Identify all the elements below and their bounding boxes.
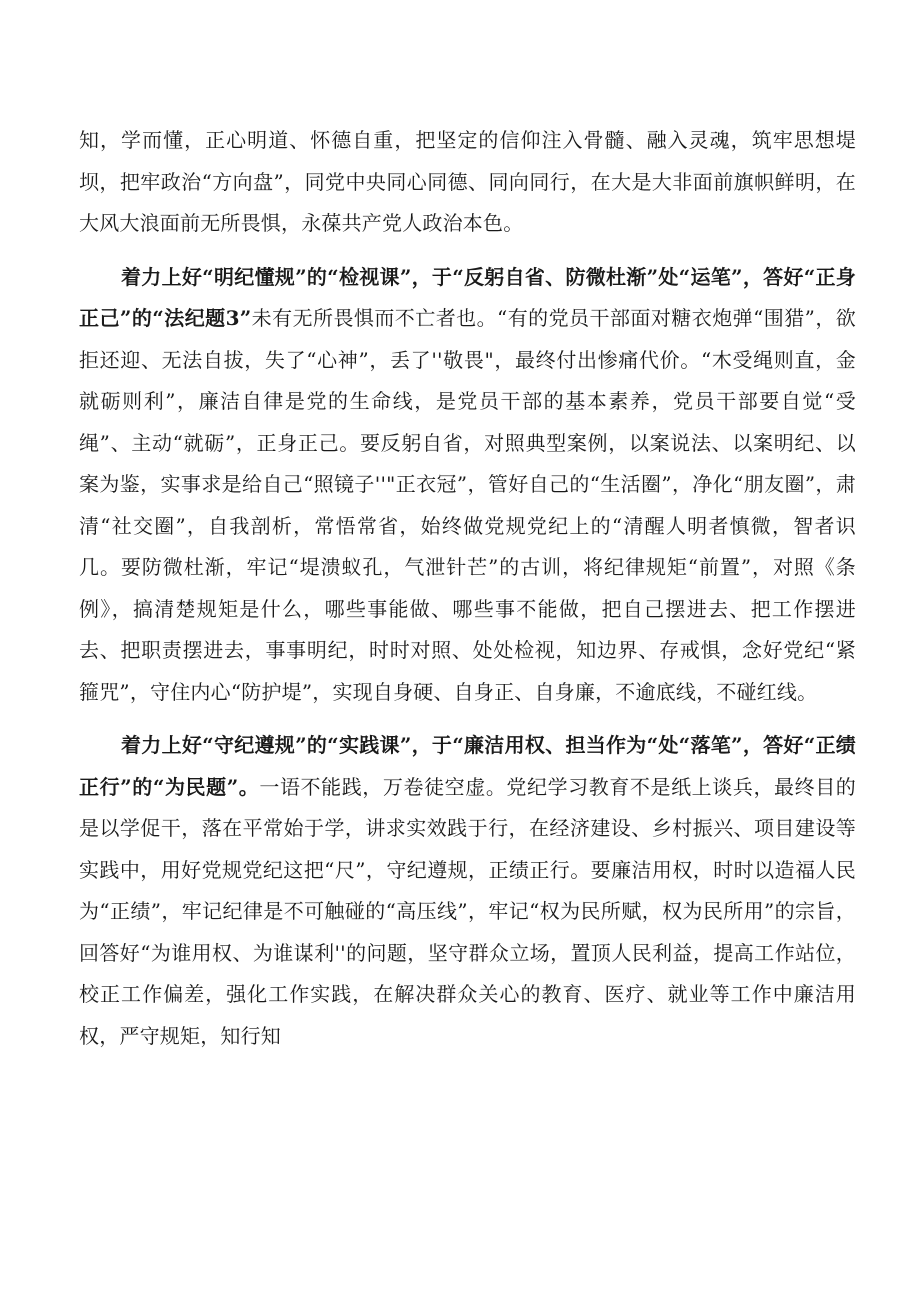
paragraph-3-body: 一语不能践，万卷徒空虚。党纪学习教育不是纸上谈兵，最终目的是以学促干，落在平常始于学，讲求实效践于行，在经济建设、乡村振兴、项目建设等实践中，用好党规党纪这把“尺”，守纪遵规，正绩正行。要廉洁用权，时时以造福人民为“正绩”，牢记纪律是不可触碰的“高压线”，牢记“权为民所赋，权为民所用”的宗旨，回答好“为谁用权、为谁谋利''的问题，坚守群众立场，置顶人民利益，提高工作站位，校正工作偏差，强化工作实践，在解决群众关心的教育、医疗、就业等工作中廉洁用权，严守规矩，知行知 xyxy=(79,774,856,1048)
paragraph-2-heading: 着力上好“明纪懂规”的“检视课”，于“反躬自省、防微杜渐”处“运笔”，答好“正身正己”的“法纪题3” xyxy=(79,264,856,330)
paragraph-1 xyxy=(79,120,856,245)
paragraph-1-body: 知，学而懂，正心明道、怀德自重，把坚定的信仰注入骨髓、融入灵魂，筑牢思想堤坝，把牢政治“方向盘”，同党中央同心同德、同向同行，在大是大非面前旗帜鲜明，在大风大浪面前无所畏惧，永葆共产党人政治本色。 xyxy=(79,128,856,235)
paragraph-3 xyxy=(79,725,856,1057)
document-page xyxy=(79,120,856,1069)
paragraph-2-body: 未有无所畏惧而不亡者也。“有的党员干部面对糖衣炮弹“围猎”，欲拒还迎、无法自拔，失了“心神”，丢了''敬畏"，最终付出惨痛代价。“木受绳则直，金就砺则利”，廉洁自律是党的生命线，是党员干部的基本素养，党员干部要自觉“受绳”、主动“就砺”，正身正己。要反躬自省，对照典型案例，以案说法、以案明纪、以案为鉴，实事求是给自己“照镜子''"正衣冠”，管好自己的“生活圈”，净化“朋友圈”，肃清“社交圈”，自我剖析，常悟常省，始终做党规党纪上的“清醒人明者慎微，智者识几。要防微杜渐，牢记“堤溃蚁孔，气泄针芒”的古训，将纪律规矩“前置”，对照《条例》，搞清楚规矩是什么，哪些事能做、哪些事不能做，把自己摆进去、把工作摆进去、把职责摆进去，事事明纪，时时对照、处处检视，知边界、存戒惧，念好党纪“紧箍咒”，守住内心“防护堤”，实现自身硬、自身正、自身廉，不逾底线，不碰红线。 xyxy=(79,306,856,704)
paragraph-3-heading: 着力上好“守纪遵规”的“实践课”，于“廉洁用权、担当作为“处“落笔”，答好“正绩正行”的“为民题”。 xyxy=(79,733,856,799)
paragraph-2 xyxy=(79,257,856,714)
